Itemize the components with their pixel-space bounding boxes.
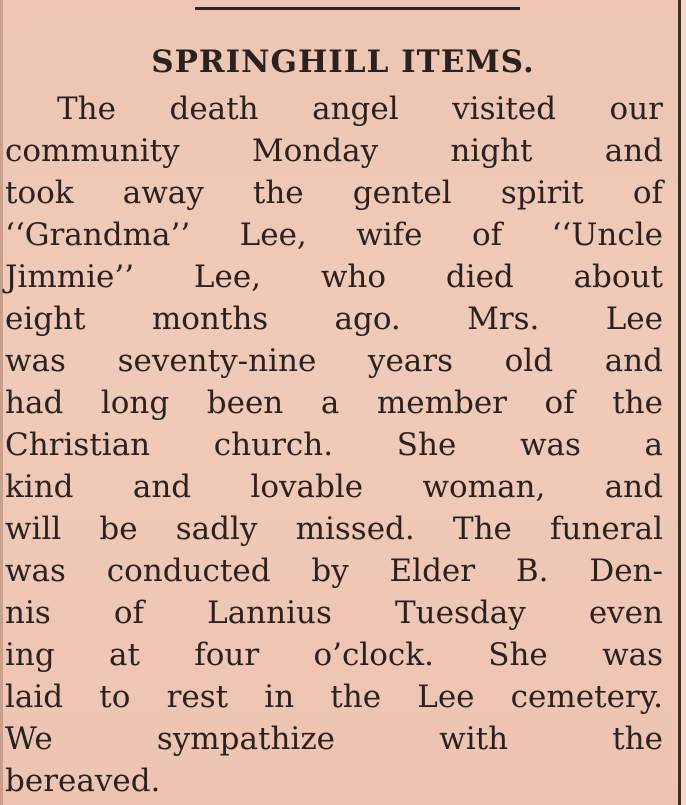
- article-line: ing at four o’clock. She was: [5, 637, 663, 673]
- article-line: laid to rest in the Lee cemetery.: [5, 679, 663, 715]
- article-line: We sympathize with the: [5, 721, 663, 757]
- clipping-right-margin: [681, 0, 686, 805]
- article-line: nis of Lannius Tuesday even: [5, 595, 663, 631]
- article-line: was seventy-nine years old and: [5, 343, 663, 379]
- article-line: Christian church. She was a: [5, 427, 663, 463]
- article-line: was conducted by Elder B. Den-: [5, 553, 663, 589]
- column-rule: [678, 0, 681, 805]
- article-line: will be sadly missed. The funeral: [5, 511, 663, 547]
- article-line: bereaved.: [5, 763, 161, 799]
- article-line: The death angel visited our: [57, 91, 663, 127]
- article-line: kind and lovable woman, and: [5, 469, 663, 505]
- clipping-left-edge: [0, 0, 3, 805]
- article-body: [5, 88, 663, 802]
- article-line: community Monday night and: [5, 133, 663, 169]
- article-line: took away the gentel spirit of: [5, 175, 663, 211]
- article-line: Jimmie’’ Lee, who died about: [5, 259, 663, 295]
- article-line: eight months ago. Mrs. Lee: [5, 301, 663, 337]
- article-line: had long been a member of the: [5, 385, 663, 421]
- article-line: ‘‘Grandma’’ Lee, wife of ‘‘Uncle: [5, 217, 663, 253]
- top-divider-rule: [195, 7, 520, 10]
- headline: SPRINGHILL ITEMS.: [151, 44, 535, 80]
